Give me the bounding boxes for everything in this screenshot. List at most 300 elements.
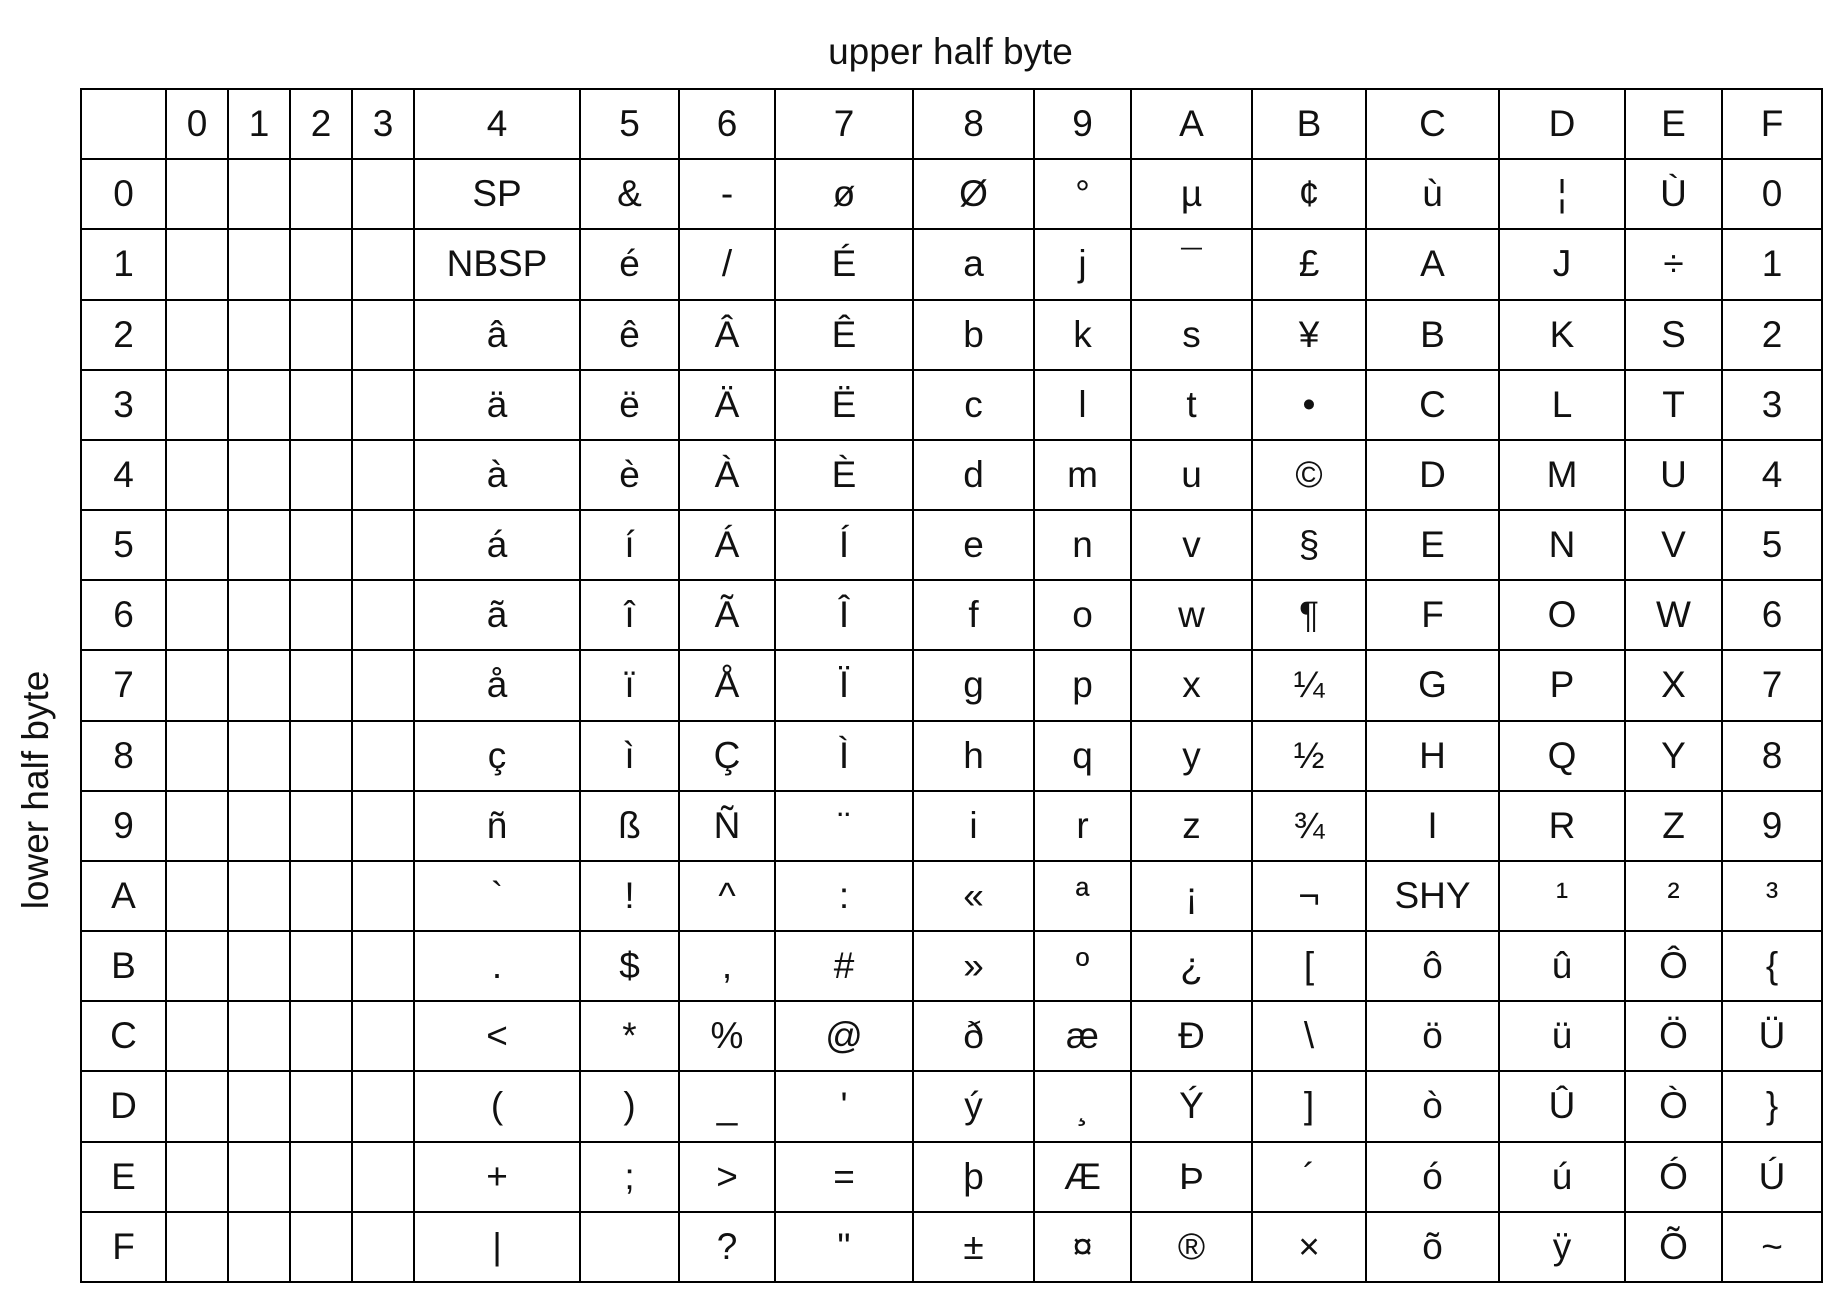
row-header: B bbox=[81, 931, 166, 1001]
char-cell: N bbox=[1499, 510, 1625, 580]
char-cell: 6 bbox=[1722, 580, 1822, 650]
char-cell bbox=[290, 370, 352, 440]
char-cell: Û bbox=[1499, 1071, 1625, 1141]
char-cell: ] bbox=[1252, 1071, 1366, 1141]
char-cell: W bbox=[1625, 580, 1722, 650]
char-cell bbox=[352, 1071, 414, 1141]
upper-half-byte-label: upper half byte bbox=[828, 31, 1073, 72]
char-cell: ¦ bbox=[1499, 159, 1625, 229]
char-cell: Ö bbox=[1625, 1001, 1722, 1071]
char-cell: Ç bbox=[679, 721, 775, 791]
char-cell: Ý bbox=[1131, 1071, 1252, 1141]
char-cell bbox=[352, 440, 414, 510]
char-cell: ´ bbox=[1252, 1142, 1366, 1212]
row-header: D bbox=[81, 1071, 166, 1141]
char-cell: Ó bbox=[1625, 1142, 1722, 1212]
char-cell bbox=[228, 580, 290, 650]
row-header: 3 bbox=[81, 370, 166, 440]
char-cell: - bbox=[679, 159, 775, 229]
char-cell: í bbox=[580, 510, 679, 580]
corner-cell bbox=[81, 89, 166, 159]
char-cell: ³ bbox=[1722, 861, 1822, 931]
char-cell bbox=[166, 510, 228, 580]
char-cell: v bbox=[1131, 510, 1252, 580]
char-cell bbox=[290, 580, 352, 650]
table-row bbox=[81, 791, 1822, 861]
char-cell: \ bbox=[1252, 1001, 1366, 1071]
table-row bbox=[81, 510, 1822, 580]
char-cell: à bbox=[414, 440, 580, 510]
column-header: C bbox=[1366, 89, 1499, 159]
char-cell: g bbox=[913, 650, 1034, 720]
char-cell: j bbox=[1034, 229, 1131, 299]
char-cell: 2 bbox=[1722, 300, 1822, 370]
char-cell: s bbox=[1131, 300, 1252, 370]
char-cell: R bbox=[1499, 791, 1625, 861]
char-cell: O bbox=[1499, 580, 1625, 650]
char-cell: × bbox=[1252, 1212, 1366, 1282]
char-cell: < bbox=[414, 1001, 580, 1071]
char-cell: _ bbox=[679, 1071, 775, 1141]
char-cell: ã bbox=[414, 580, 580, 650]
char-cell: 9 bbox=[1722, 791, 1822, 861]
char-cell: © bbox=[1252, 440, 1366, 510]
char-cell bbox=[228, 1142, 290, 1212]
table-row bbox=[81, 721, 1822, 791]
char-cell: J bbox=[1499, 229, 1625, 299]
char-cell bbox=[290, 1001, 352, 1071]
char-cell: ë bbox=[580, 370, 679, 440]
char-cell bbox=[166, 440, 228, 510]
char-cell bbox=[166, 931, 228, 1001]
table-row bbox=[81, 159, 1822, 229]
char-cell: y bbox=[1131, 721, 1252, 791]
char-cell: a bbox=[913, 229, 1034, 299]
char-cell: ¸ bbox=[1034, 1071, 1131, 1141]
char-cell: Ñ bbox=[679, 791, 775, 861]
char-cell: ì bbox=[580, 721, 679, 791]
char-cell: Å bbox=[679, 650, 775, 720]
column-header: 2 bbox=[290, 89, 352, 159]
char-cell: £ bbox=[1252, 229, 1366, 299]
char-cell: Ï bbox=[775, 650, 913, 720]
char-cell bbox=[166, 580, 228, 650]
char-cell: SHY bbox=[1366, 861, 1499, 931]
char-cell: î bbox=[580, 580, 679, 650]
column-header: 6 bbox=[679, 89, 775, 159]
char-cell: : bbox=[775, 861, 913, 931]
char-cell bbox=[166, 791, 228, 861]
char-cell: h bbox=[913, 721, 1034, 791]
char-cell: ¶ bbox=[1252, 580, 1366, 650]
char-cell: ^ bbox=[679, 861, 775, 931]
char-cell: Ù bbox=[1625, 159, 1722, 229]
char-cell: . bbox=[414, 931, 580, 1001]
char-cell bbox=[290, 1071, 352, 1141]
char-cell bbox=[166, 229, 228, 299]
char-cell bbox=[352, 580, 414, 650]
char-cell: q bbox=[1034, 721, 1131, 791]
char-cell: è bbox=[580, 440, 679, 510]
row-header: A bbox=[81, 861, 166, 931]
char-cell bbox=[228, 440, 290, 510]
char-cell bbox=[166, 1001, 228, 1071]
char-cell: ä bbox=[414, 370, 580, 440]
char-cell: b bbox=[913, 300, 1034, 370]
char-cell: ¬ bbox=[1252, 861, 1366, 931]
char-cell: ® bbox=[1131, 1212, 1252, 1282]
char-cell: x bbox=[1131, 650, 1252, 720]
char-cell: Đ bbox=[1131, 1001, 1252, 1071]
char-cell: t bbox=[1131, 370, 1252, 440]
char-cell: I bbox=[1366, 791, 1499, 861]
char-cell: ï bbox=[580, 650, 679, 720]
char-cell: ú bbox=[1499, 1142, 1625, 1212]
row-header: 7 bbox=[81, 650, 166, 720]
char-cell: f bbox=[913, 580, 1034, 650]
char-cell: Ú bbox=[1722, 1142, 1822, 1212]
row-header: 0 bbox=[81, 159, 166, 229]
char-cell: ÿ bbox=[1499, 1212, 1625, 1282]
char-cell bbox=[228, 861, 290, 931]
char-cell bbox=[228, 229, 290, 299]
char-cell bbox=[166, 1212, 228, 1282]
char-cell: M bbox=[1499, 440, 1625, 510]
char-cell: Î bbox=[775, 580, 913, 650]
char-cell: « bbox=[913, 861, 1034, 931]
char-cell: T bbox=[1625, 370, 1722, 440]
char-cell: @ bbox=[775, 1001, 913, 1071]
char-cell: V bbox=[1625, 510, 1722, 580]
char-cell: ! bbox=[580, 861, 679, 931]
char-cell: l bbox=[1034, 370, 1131, 440]
char-cell: » bbox=[913, 931, 1034, 1001]
column-header: F bbox=[1722, 89, 1822, 159]
char-cell: & bbox=[580, 159, 679, 229]
char-cell bbox=[352, 1142, 414, 1212]
char-cell: k bbox=[1034, 300, 1131, 370]
char-cell: 4 bbox=[1722, 440, 1822, 510]
table-row bbox=[81, 931, 1822, 1001]
char-cell bbox=[228, 510, 290, 580]
char-cell: u bbox=[1131, 440, 1252, 510]
char-cell bbox=[352, 1212, 414, 1282]
char-cell bbox=[290, 440, 352, 510]
char-cell: # bbox=[775, 931, 913, 1001]
char-cell: 8 bbox=[1722, 721, 1822, 791]
char-cell bbox=[580, 1212, 679, 1282]
char-cell: 1 bbox=[1722, 229, 1822, 299]
char-cell bbox=[352, 931, 414, 1001]
char-cell: ² bbox=[1625, 861, 1722, 931]
table-row bbox=[81, 861, 1822, 931]
char-cell: 0 bbox=[1722, 159, 1822, 229]
char-cell: S bbox=[1625, 300, 1722, 370]
char-cell: É bbox=[775, 229, 913, 299]
char-cell: e bbox=[913, 510, 1034, 580]
row-header: 1 bbox=[81, 229, 166, 299]
lower-half-byte-label: lower half byte bbox=[15, 670, 56, 910]
char-cell: ¥ bbox=[1252, 300, 1366, 370]
char-cell: o bbox=[1034, 580, 1131, 650]
char-cell: U bbox=[1625, 440, 1722, 510]
char-cell bbox=[290, 931, 352, 1001]
char-cell: ( bbox=[414, 1071, 580, 1141]
char-cell bbox=[290, 721, 352, 791]
table-row bbox=[81, 370, 1822, 440]
char-cell: [ bbox=[1252, 931, 1366, 1001]
char-cell: " bbox=[775, 1212, 913, 1282]
char-cell: { bbox=[1722, 931, 1822, 1001]
char-cell: d bbox=[913, 440, 1034, 510]
char-cell: Ê bbox=[775, 300, 913, 370]
char-cell: ) bbox=[580, 1071, 679, 1141]
char-cell: c bbox=[913, 370, 1034, 440]
char-cell: 7 bbox=[1722, 650, 1822, 720]
char-cell: ç bbox=[414, 721, 580, 791]
char-cell: ? bbox=[679, 1212, 775, 1282]
char-cell bbox=[352, 300, 414, 370]
char-cell: å bbox=[414, 650, 580, 720]
char-cell: ð bbox=[913, 1001, 1034, 1071]
char-cell: º bbox=[1034, 931, 1131, 1001]
char-cell: Ò bbox=[1625, 1071, 1722, 1141]
char-cell: þ bbox=[913, 1142, 1034, 1212]
char-cell: ü bbox=[1499, 1001, 1625, 1071]
char-cell: Á bbox=[679, 510, 775, 580]
column-header: E bbox=[1625, 89, 1722, 159]
char-cell: ù bbox=[1366, 159, 1499, 229]
char-cell: ° bbox=[1034, 159, 1131, 229]
char-cell bbox=[166, 1142, 228, 1212]
row-header: 9 bbox=[81, 791, 166, 861]
code-page-table bbox=[80, 88, 1823, 1283]
char-cell bbox=[352, 650, 414, 720]
table-row bbox=[81, 1001, 1822, 1071]
char-cell bbox=[290, 159, 352, 229]
char-cell: û bbox=[1499, 931, 1625, 1001]
char-cell: ª bbox=[1034, 861, 1131, 931]
char-cell: ý bbox=[913, 1071, 1034, 1141]
column-header: 4 bbox=[414, 89, 580, 159]
char-cell: $ bbox=[580, 931, 679, 1001]
char-cell: C bbox=[1366, 370, 1499, 440]
char-cell: } bbox=[1722, 1071, 1822, 1141]
column-header: 1 bbox=[228, 89, 290, 159]
char-cell: ¹ bbox=[1499, 861, 1625, 931]
char-cell bbox=[228, 1212, 290, 1282]
table-row bbox=[81, 1071, 1822, 1141]
char-cell: p bbox=[1034, 650, 1131, 720]
char-cell bbox=[228, 1001, 290, 1071]
char-cell bbox=[228, 650, 290, 720]
char-cell: ñ bbox=[414, 791, 580, 861]
char-cell: ` bbox=[414, 861, 580, 931]
char-cell: â bbox=[414, 300, 580, 370]
char-cell: Z bbox=[1625, 791, 1722, 861]
char-cell: ~ bbox=[1722, 1212, 1822, 1282]
char-cell bbox=[352, 370, 414, 440]
char-cell: ó bbox=[1366, 1142, 1499, 1212]
column-header: A bbox=[1131, 89, 1252, 159]
char-cell: | bbox=[414, 1212, 580, 1282]
column-header: 8 bbox=[913, 89, 1034, 159]
char-cell: ¢ bbox=[1252, 159, 1366, 229]
row-header: F bbox=[81, 1212, 166, 1282]
char-cell bbox=[290, 1212, 352, 1282]
char-cell: ½ bbox=[1252, 721, 1366, 791]
char-cell: § bbox=[1252, 510, 1366, 580]
char-cell: µ bbox=[1131, 159, 1252, 229]
char-cell: 3 bbox=[1722, 370, 1822, 440]
char-cell: z bbox=[1131, 791, 1252, 861]
row-header: 8 bbox=[81, 721, 166, 791]
char-cell bbox=[352, 721, 414, 791]
char-cell: L bbox=[1499, 370, 1625, 440]
column-header: 3 bbox=[352, 89, 414, 159]
char-cell: > bbox=[679, 1142, 775, 1212]
char-cell: r bbox=[1034, 791, 1131, 861]
char-cell bbox=[290, 791, 352, 861]
char-cell: ¼ bbox=[1252, 650, 1366, 720]
char-cell: Ì bbox=[775, 721, 913, 791]
char-cell: 5 bbox=[1722, 510, 1822, 580]
char-cell bbox=[352, 159, 414, 229]
char-cell: ß bbox=[580, 791, 679, 861]
char-cell: Æ bbox=[1034, 1142, 1131, 1212]
row-header: E bbox=[81, 1142, 166, 1212]
char-cell bbox=[228, 300, 290, 370]
char-cell bbox=[352, 510, 414, 580]
char-cell bbox=[228, 931, 290, 1001]
char-cell: / bbox=[679, 229, 775, 299]
char-cell: Ø bbox=[913, 159, 1034, 229]
table-row bbox=[81, 650, 1822, 720]
row-header: C bbox=[81, 1001, 166, 1071]
char-cell: Ü bbox=[1722, 1001, 1822, 1071]
char-cell bbox=[290, 229, 352, 299]
char-cell: i bbox=[913, 791, 1034, 861]
char-cell bbox=[290, 861, 352, 931]
char-cell: ¾ bbox=[1252, 791, 1366, 861]
char-cell bbox=[352, 229, 414, 299]
char-cell: Ë bbox=[775, 370, 913, 440]
char-cell: á bbox=[414, 510, 580, 580]
char-cell: + bbox=[414, 1142, 580, 1212]
char-cell: ö bbox=[1366, 1001, 1499, 1071]
char-cell bbox=[352, 861, 414, 931]
char-cell: Q bbox=[1499, 721, 1625, 791]
row-header: 5 bbox=[81, 510, 166, 580]
char-cell: ¡ bbox=[1131, 861, 1252, 931]
char-cell: K bbox=[1499, 300, 1625, 370]
char-cell bbox=[166, 159, 228, 229]
char-cell bbox=[166, 650, 228, 720]
row-header: 2 bbox=[81, 300, 166, 370]
char-cell bbox=[166, 861, 228, 931]
char-cell bbox=[290, 300, 352, 370]
char-cell: È bbox=[775, 440, 913, 510]
char-cell: Â bbox=[679, 300, 775, 370]
column-header: D bbox=[1499, 89, 1625, 159]
char-cell: * bbox=[580, 1001, 679, 1071]
char-cell: ¤ bbox=[1034, 1212, 1131, 1282]
char-cell: H bbox=[1366, 721, 1499, 791]
char-cell bbox=[166, 1071, 228, 1141]
char-cell: Þ bbox=[1131, 1142, 1252, 1212]
column-header-row bbox=[81, 89, 1822, 159]
char-cell: ± bbox=[913, 1212, 1034, 1282]
char-cell: , bbox=[679, 931, 775, 1001]
char-cell: ÷ bbox=[1625, 229, 1722, 299]
column-header: 5 bbox=[580, 89, 679, 159]
char-cell: G bbox=[1366, 650, 1499, 720]
char-cell: Í bbox=[775, 510, 913, 580]
char-cell: À bbox=[679, 440, 775, 510]
table-row bbox=[81, 229, 1822, 299]
char-cell: = bbox=[775, 1142, 913, 1212]
char-cell: P bbox=[1499, 650, 1625, 720]
char-cell: ' bbox=[775, 1071, 913, 1141]
char-cell bbox=[228, 791, 290, 861]
column-header: 9 bbox=[1034, 89, 1131, 159]
char-cell: D bbox=[1366, 440, 1499, 510]
char-cell: Ô bbox=[1625, 931, 1722, 1001]
char-cell: SP bbox=[414, 159, 580, 229]
row-header: 6 bbox=[81, 580, 166, 650]
column-header: B bbox=[1252, 89, 1366, 159]
char-cell bbox=[228, 159, 290, 229]
char-cell: n bbox=[1034, 510, 1131, 580]
char-cell: X bbox=[1625, 650, 1722, 720]
char-cell: • bbox=[1252, 370, 1366, 440]
char-cell: ò bbox=[1366, 1071, 1499, 1141]
char-cell: é bbox=[580, 229, 679, 299]
char-cell: ô bbox=[1366, 931, 1499, 1001]
char-cell bbox=[166, 300, 228, 370]
char-cell bbox=[228, 1071, 290, 1141]
table-row bbox=[81, 1142, 1822, 1212]
char-cell: E bbox=[1366, 510, 1499, 580]
char-cell: % bbox=[679, 1001, 775, 1071]
char-cell: Y bbox=[1625, 721, 1722, 791]
char-cell: A bbox=[1366, 229, 1499, 299]
char-cell: B bbox=[1366, 300, 1499, 370]
char-cell: ¨ bbox=[775, 791, 913, 861]
char-cell: ; bbox=[580, 1142, 679, 1212]
char-cell: ¿ bbox=[1131, 931, 1252, 1001]
char-cell: Õ bbox=[1625, 1212, 1722, 1282]
char-cell bbox=[352, 1001, 414, 1071]
char-cell: ¯ bbox=[1131, 229, 1252, 299]
char-cell: õ bbox=[1366, 1212, 1499, 1282]
char-cell: æ bbox=[1034, 1001, 1131, 1071]
table-row bbox=[81, 1212, 1822, 1282]
char-cell bbox=[166, 370, 228, 440]
char-cell bbox=[290, 650, 352, 720]
column-header: 0 bbox=[166, 89, 228, 159]
char-cell: w bbox=[1131, 580, 1252, 650]
table-row bbox=[81, 300, 1822, 370]
char-cell: ê bbox=[580, 300, 679, 370]
char-cell bbox=[228, 370, 290, 440]
char-cell bbox=[228, 721, 290, 791]
char-cell bbox=[290, 1142, 352, 1212]
char-cell: NBSP bbox=[414, 229, 580, 299]
table-row bbox=[81, 440, 1822, 510]
char-cell: F bbox=[1366, 580, 1499, 650]
char-cell bbox=[166, 721, 228, 791]
